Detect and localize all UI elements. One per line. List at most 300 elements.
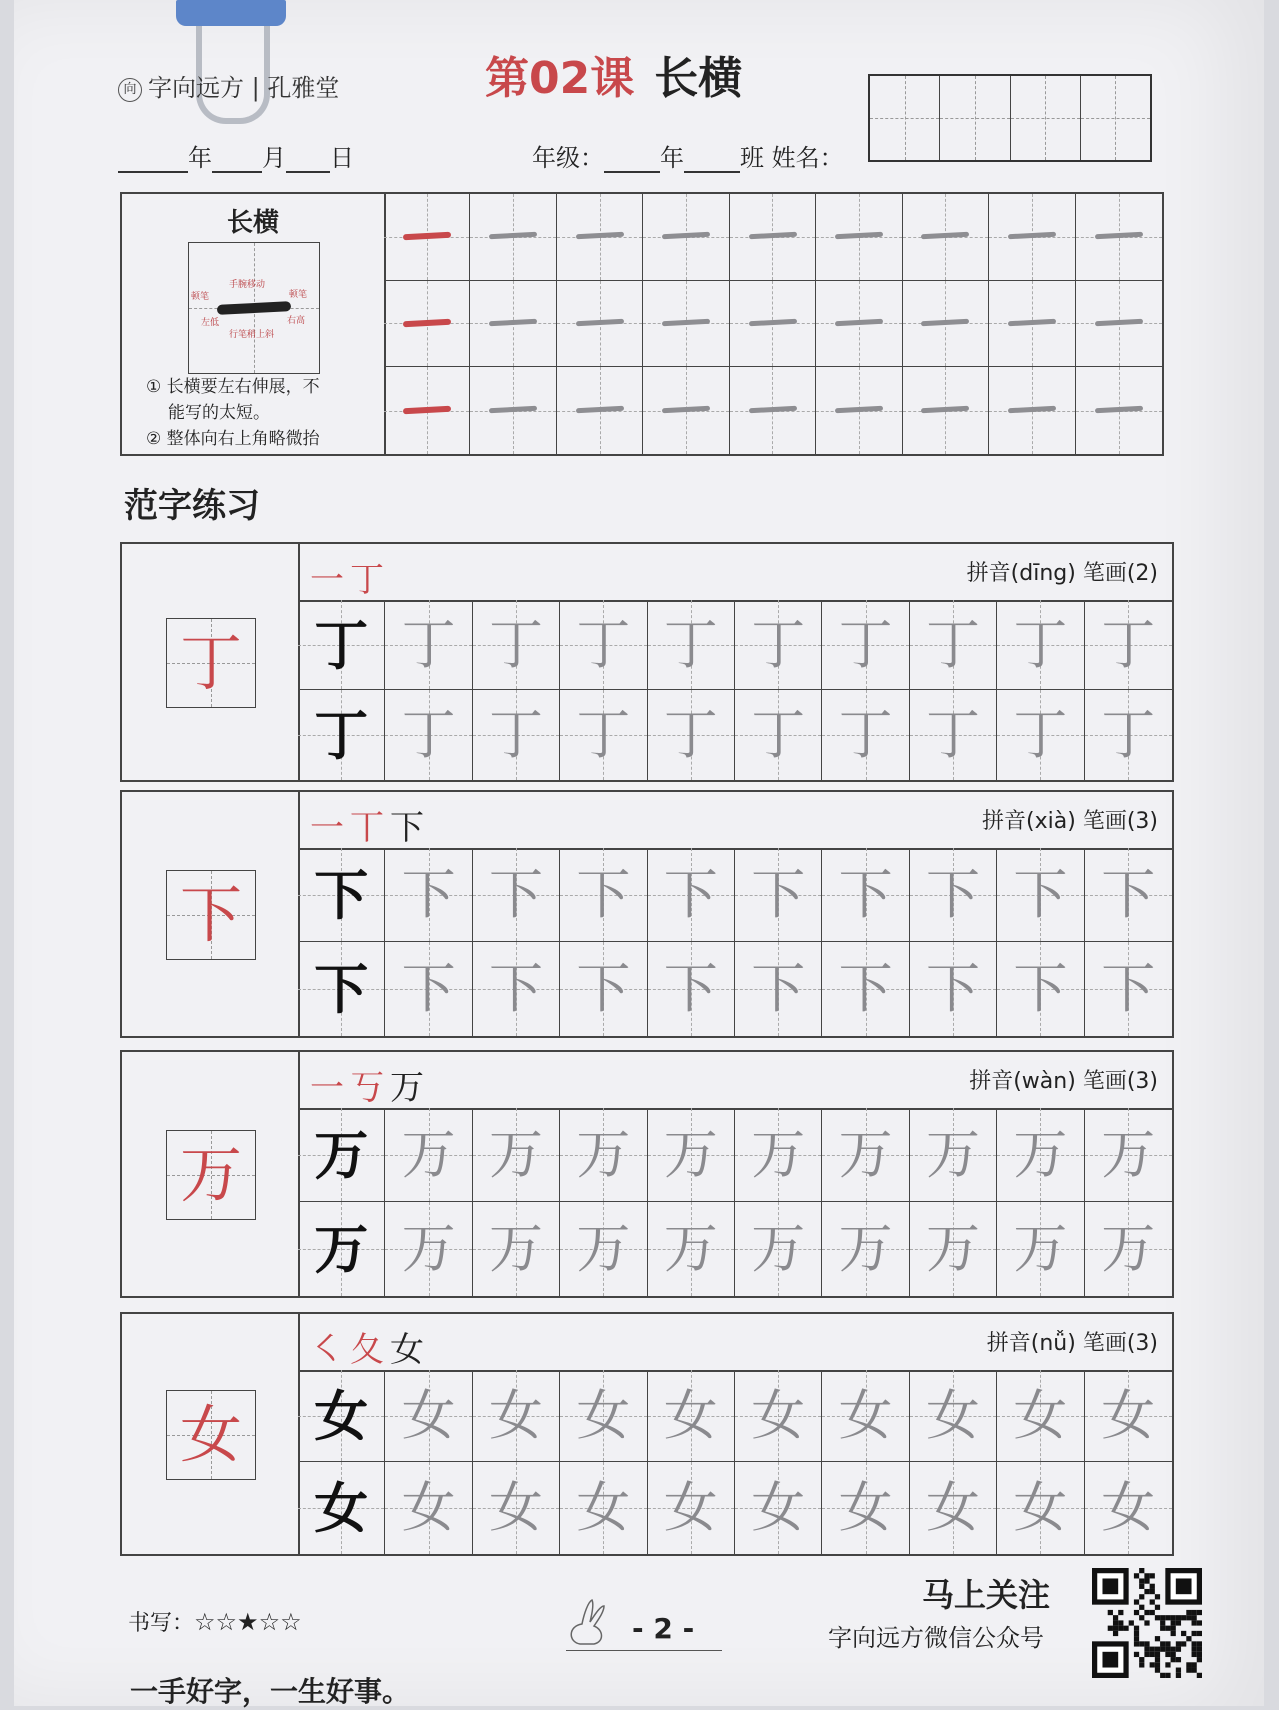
character-practice-grid[interactable] [298,848,1172,1036]
example-character: 下 [314,862,369,927]
traced-horizontal-stroke [662,319,710,326]
practice-cell[interactable] [822,1108,909,1202]
pinyin-label: 拼音 [982,809,1027,834]
stroke-practice-grid[interactable] [384,194,1162,454]
stroke-order-step: 女 [390,1330,430,1370]
practice-cell[interactable] [560,1202,647,1296]
stroke-practice-cell[interactable] [384,194,470,281]
stroke-note-3: ② 整体向右上角略微抬 [146,429,320,449]
model-character-panel [122,792,300,1036]
traced-character: 万 [663,1217,718,1280]
name-writing-grid[interactable] [868,74,1152,162]
stroke-practice-cell[interactable] [643,281,729,368]
stroke-order-step: 万 [390,1068,430,1108]
model-character-box [166,870,256,960]
practice-cell[interactable] [385,848,472,942]
traced-character: 万 [488,1122,543,1186]
logo-text: 字向远方 | 孔雅堂 [148,74,340,102]
stroke-order-step: 丁 [350,560,390,600]
traced-character: 丁 [663,703,718,766]
traced-character: 下 [1101,862,1156,926]
traced-character: 万 [663,1122,718,1186]
traced-horizontal-stroke [576,406,624,413]
model-horizontal-stroke [403,406,451,414]
brand-logo [118,68,339,103]
stroke-practice-cell[interactable] [384,367,470,454]
practice-cell[interactable] [385,600,472,690]
practice-cell[interactable] [822,1370,909,1462]
stroke-practice-cell[interactable] [557,194,643,281]
traced-character: 女 [925,1476,980,1539]
model-character: 女 [179,1398,242,1471]
traced-character: 丁 [1013,703,1068,766]
stroke-practice-cell[interactable] [1076,281,1162,368]
practice-cell[interactable] [648,1108,735,1202]
strokes-label: 笔画 [1082,561,1127,586]
stroke-order-step: 一 [310,560,350,600]
traced-horizontal-stroke [576,319,624,326]
practice-cell[interactable] [735,690,822,780]
month-blank[interactable] [212,149,262,173]
example-character: 万 [314,1122,369,1187]
pinyin-label: 拼音 [986,1331,1031,1356]
practice-cell[interactable] [560,1462,647,1554]
stroke-practice-cell[interactable] [903,194,989,281]
model-horizontal-stroke [403,232,451,240]
strokes-label: 笔画 [1082,809,1127,834]
practice-cell[interactable] [385,1462,472,1554]
example-character: 丁 [314,703,369,767]
demo-label-right-bottom: 右高 [287,316,306,326]
traced-character: 万 [1013,1122,1068,1186]
traced-character: 丁 [576,703,631,766]
traced-character: 女 [488,1383,543,1447]
character-info-row [298,792,1172,850]
stroke-note-2: 能写的太短。 [168,403,270,423]
model-character-box [166,1390,256,1480]
traced-character: 女 [401,1383,456,1447]
practice-cell[interactable] [298,848,385,942]
model-character-box [166,618,256,708]
practice-cell[interactable] [648,848,735,942]
qr-code-icon[interactable] [1092,1568,1202,1678]
model-character-panel [122,1052,300,1296]
practice-cell[interactable] [298,1370,385,1462]
stroke-practice-cell[interactable] [730,281,816,368]
year-label: 年 [188,144,212,172]
practice-cell[interactable] [1085,1108,1172,1202]
practice-cell[interactable] [1085,942,1172,1036]
practice-cell[interactable] [997,1462,1084,1554]
traced-character: 万 [576,1217,631,1280]
traced-character: 下 [663,957,718,1020]
practice-cell[interactable] [385,1370,472,1462]
traced-character: 万 [925,1217,980,1280]
stroke-order [310,552,390,601]
traced-horizontal-stroke [662,406,710,413]
pinyin-value: (dīng) [1010,561,1076,586]
practice-cell[interactable] [1085,1370,1172,1462]
stroke-practice-cell[interactable] [470,281,556,368]
practice-cell[interactable] [910,848,997,942]
stroke-order-step: ㇛ [310,1330,350,1370]
practice-cell[interactable] [298,690,385,780]
traced-horizontal-stroke [662,232,710,239]
traced-character: 万 [1101,1217,1156,1280]
traced-character: 下 [751,862,806,926]
practice-cell[interactable] [648,600,735,690]
practice-cell[interactable] [910,1370,997,1462]
example-character: 万 [314,1217,369,1281]
class-label: 班 [740,144,764,172]
practice-cell[interactable] [473,1462,560,1554]
practice-cell[interactable] [1085,600,1172,690]
practice-cell[interactable] [735,1108,822,1202]
practice-cell[interactable] [997,942,1084,1036]
traced-character: 丁 [1101,612,1156,676]
name-cell[interactable] [1081,76,1150,160]
character-meta [987,1326,1158,1357]
traced-horizontal-stroke [489,319,537,326]
practice-cell[interactable] [560,1108,647,1202]
rating-stars[interactable]: ☆☆★☆☆ [194,1608,302,1636]
practice-cell[interactable] [560,942,647,1036]
practice-cell[interactable] [735,1370,822,1462]
traced-horizontal-stroke [921,406,969,413]
practice-cell[interactable] [560,690,647,780]
day-blank[interactable] [286,149,330,173]
stroke-practice-cell[interactable] [816,281,902,368]
traced-character: 女 [401,1476,456,1539]
grade-year-label: 年 [660,144,684,172]
traced-character: 下 [663,862,718,926]
traced-character: 下 [751,957,806,1020]
traced-character: 下 [925,957,980,1020]
strokes-label: 笔画 [1082,1331,1127,1356]
traced-horizontal-stroke [576,232,624,239]
practice-cell[interactable] [735,848,822,942]
traced-character: 下 [1013,957,1068,1020]
practice-cell[interactable] [473,1370,560,1462]
traced-character: 下 [838,957,893,1020]
practice-cell[interactable] [298,1202,385,1296]
character-info-row [298,544,1172,602]
follow-title: 马上关注 [922,1576,1051,1614]
traced-character: 女 [751,1383,806,1447]
practice-cell[interactable] [298,942,385,1036]
traced-character: 女 [488,1476,543,1539]
name-label: 姓名： [771,144,844,172]
practice-cell[interactable] [298,1108,385,1202]
traced-character: 女 [576,1476,631,1539]
traced-character: 下 [401,862,456,926]
stroke-practice-cell[interactable] [816,367,902,454]
stroke-practice-cell[interactable] [989,281,1075,368]
motto: 一手好字，一生好事。 [130,1675,411,1708]
stroke-practice-cell[interactable] [557,281,643,368]
practice-cell[interactable] [1085,1462,1172,1554]
stroke-practice-cell[interactable] [903,281,989,368]
traced-character: 女 [925,1383,980,1447]
traced-character: 女 [1013,1383,1068,1447]
practice-cell[interactable] [910,1202,997,1296]
stroke-practice-cell[interactable] [989,367,1075,454]
traced-character: 女 [838,1476,893,1539]
character-practice-grid[interactable] [298,600,1172,780]
lesson-number: 第02课 [485,53,635,104]
class-blank[interactable] [684,149,740,173]
traced-horizontal-stroke [489,232,537,239]
practice-cell[interactable] [385,1108,472,1202]
character-block [120,790,1174,1038]
stroke-practice-cell[interactable] [903,367,989,454]
stroke-practice-cell[interactable] [730,194,816,281]
model-character: 下 [179,878,242,951]
practice-cell[interactable] [822,1202,909,1296]
practice-cell[interactable] [648,1462,735,1554]
traced-horizontal-stroke [835,232,883,239]
demo-label-left-top: 顿笔 [191,292,210,302]
character-block [120,1312,1174,1556]
stroke-practice-cell[interactable] [989,194,1075,281]
traced-character: 女 [663,1383,718,1447]
binder-clip [176,0,286,26]
practice-cell[interactable] [910,1108,997,1202]
traced-horizontal-stroke [1094,232,1143,240]
stroke-note-1: ① 长横要左右伸展，不 [146,377,320,397]
strokes-value: (3) [1126,1069,1158,1094]
traced-character: 下 [1013,862,1068,926]
logo-mark-icon: 向 [118,78,142,102]
demo-label-right-top: 顿笔 [289,290,308,300]
practice-cell[interactable] [1085,848,1172,942]
practice-cell[interactable] [473,600,560,690]
practice-cell[interactable] [997,1370,1084,1462]
stroke-practice-cell[interactable] [1076,367,1162,454]
practice-cell[interactable] [298,1462,385,1554]
strokes-value: (3) [1126,809,1158,834]
page-number-underline [566,1650,722,1651]
stroke-practice-cell[interactable] [470,367,556,454]
traced-character: 下 [401,957,456,1020]
stroke-order-step: 丂 [350,1068,390,1108]
practice-cell[interactable] [560,600,647,690]
stroke-practice-cell[interactable] [643,367,729,454]
strokes-value: (3) [1126,1331,1158,1356]
stroke-order-step: 一 [310,1068,350,1108]
traced-horizontal-stroke [835,319,883,326]
traced-character: 万 [751,1217,806,1280]
traced-character: 丁 [838,612,893,676]
traced-character: 丁 [488,612,543,676]
practice-cell[interactable] [822,690,909,780]
practice-cell[interactable] [735,942,822,1036]
stroke-practice-cell[interactable] [816,194,902,281]
practice-cell[interactable] [648,1370,735,1462]
stroke-order-step: 下 [390,808,430,848]
traced-character: 女 [751,1476,806,1539]
stroke-practice-cell[interactable] [557,367,643,454]
practice-cell[interactable] [560,1370,647,1462]
practice-cell[interactable] [385,942,472,1036]
character-block [120,1050,1174,1298]
practice-cell[interactable] [648,1202,735,1296]
pinyin-value: (wàn) [1013,1069,1076,1094]
practice-cell[interactable] [473,942,560,1036]
long-horizontal-demo [217,301,291,315]
practice-cell[interactable] [560,848,647,942]
traced-horizontal-stroke [1008,406,1056,413]
practice-cell[interactable] [910,690,997,780]
traced-character: 女 [1101,1476,1156,1539]
traced-character: 女 [1013,1476,1068,1539]
traced-character: 下 [576,862,631,926]
pinyin-label: 拼音 [966,561,1011,586]
model-horizontal-stroke [403,319,451,327]
practice-cell[interactable] [822,1462,909,1554]
character-block [120,542,1174,782]
traced-horizontal-stroke [748,406,796,413]
practice-cell[interactable] [997,1108,1084,1202]
traced-horizontal-stroke [1094,319,1143,327]
page-title [485,42,742,106]
month-label: 月 [262,144,286,172]
rabbit-icon [560,1596,630,1648]
practice-cell[interactable] [910,942,997,1036]
traced-character: 下 [838,862,893,926]
stroke-order-step: 一 [310,808,350,848]
traced-character: 丁 [663,612,718,676]
traced-character: 万 [576,1122,631,1186]
character-meta [967,556,1158,587]
stroke-order-step: 丅 [350,808,390,848]
grade-line [532,138,844,173]
name-cell[interactable] [940,76,1010,160]
traced-horizontal-stroke [748,232,796,239]
lesson-name: 长横 [654,53,743,104]
practice-cell[interactable] [473,848,560,942]
traced-character: 下 [576,957,631,1020]
traced-character: 下 [1101,957,1156,1020]
practice-cell[interactable] [735,1462,822,1554]
practice-cell[interactable] [385,690,472,780]
traced-character: 丁 [751,703,806,766]
writing-rating [128,1606,302,1637]
traced-character: 万 [1013,1217,1068,1280]
traced-character: 万 [488,1217,543,1280]
stroke-practice-cell[interactable] [384,281,470,368]
practice-cell[interactable] [822,600,909,690]
strokes-value: (2) [1126,561,1158,586]
practice-cell[interactable] [735,1202,822,1296]
stroke-practice-cell[interactable] [1076,194,1162,281]
traced-character: 万 [751,1122,806,1186]
traced-character: 万 [1101,1122,1156,1186]
stroke-explanation [122,194,386,454]
traced-character: 万 [401,1122,456,1186]
model-character: 万 [179,1138,242,1211]
practice-cell[interactable] [385,1202,472,1296]
practice-cell[interactable] [473,690,560,780]
practice-cell[interactable] [473,1108,560,1202]
practice-cell[interactable] [1085,1202,1172,1296]
traced-character: 下 [488,862,543,926]
traced-character: 丁 [925,703,980,766]
practice-cell[interactable] [648,690,735,780]
example-character: 女 [314,1383,369,1448]
practice-cell[interactable] [997,600,1084,690]
stroke-title: 长横 [226,208,279,238]
traced-character: 万 [925,1122,980,1186]
stroke-practice-box [120,192,1164,456]
traced-character: 丁 [838,703,893,766]
traced-character: 女 [576,1383,631,1447]
practice-cell[interactable] [648,942,735,1036]
model-character: 丁 [179,626,242,699]
page-number: - 2 - [632,1612,695,1645]
practice-cell[interactable] [997,848,1084,942]
practice-cell[interactable] [1085,690,1172,780]
traced-horizontal-stroke [1008,319,1056,326]
year-blank[interactable] [118,149,188,173]
traced-horizontal-stroke [489,406,537,413]
practice-cell[interactable] [997,690,1084,780]
traced-character: 丁 [401,612,456,676]
practice-cell[interactable] [910,1462,997,1554]
stroke-practice-cell[interactable] [643,194,729,281]
date-line [118,138,354,173]
traced-character: 下 [488,957,543,1020]
stroke-practice-cell[interactable] [730,367,816,454]
traced-horizontal-stroke [1008,232,1056,239]
stroke-order [310,1060,430,1109]
traced-character: 女 [663,1476,718,1539]
traced-character: 下 [925,862,980,926]
character-meta [969,1064,1158,1095]
demo-label-bottom: 行笔稍上斜 [229,330,275,340]
demo-label-left-bottom: 左低 [201,318,220,328]
model-character-panel [122,544,300,780]
traced-horizontal-stroke [921,232,969,239]
grade-blank[interactable] [604,149,660,173]
name-cell[interactable] [1011,76,1081,160]
demo-label-top: 手腕移动 [229,280,266,290]
practice-cell[interactable] [910,600,997,690]
stroke-order [310,800,430,849]
character-meta [982,804,1158,835]
practice-cell[interactable] [997,1202,1084,1296]
traced-horizontal-stroke [835,406,883,413]
traced-character: 丁 [925,612,980,676]
traced-character: 女 [838,1383,893,1447]
traced-character: 丁 [576,612,631,676]
name-cell[interactable] [870,76,940,160]
character-practice-grid[interactable] [298,1370,1172,1554]
practice-cell[interactable] [735,600,822,690]
practice-cell[interactable] [298,600,385,690]
practice-cell[interactable] [822,848,909,942]
practice-cell[interactable] [473,1202,560,1296]
grade-label: 年级： [532,144,604,172]
character-info-row [298,1052,1172,1110]
traced-character: 丁 [401,703,456,766]
practice-cell[interactable] [822,942,909,1036]
stroke-practice-cell[interactable] [470,194,556,281]
character-practice-grid[interactable] [298,1108,1172,1296]
traced-horizontal-stroke [921,319,969,326]
traced-character: 万 [838,1122,893,1186]
day-label: 日 [330,144,354,172]
